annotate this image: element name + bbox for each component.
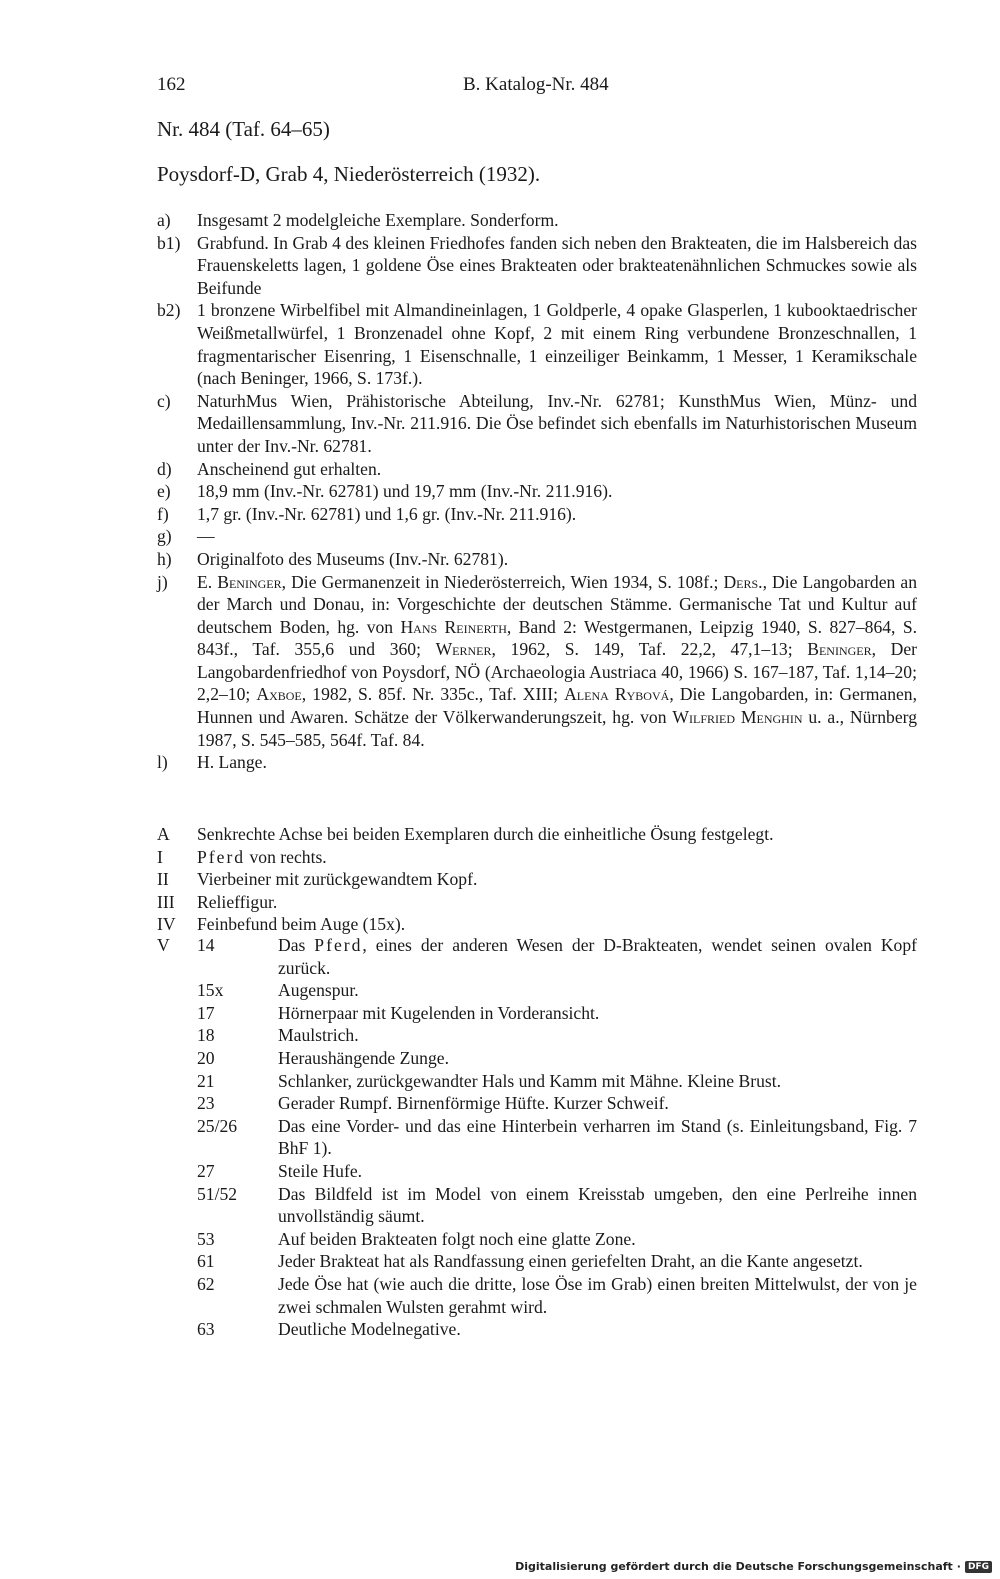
catalog-row <box>157 390 917 458</box>
detail-text <box>278 1070 917 1093</box>
detail-text <box>278 934 917 979</box>
bib-author: Hans Reinerth <box>400 616 507 637</box>
detail-text <box>278 1228 917 1251</box>
detail-rest: Augenspur. <box>278 980 359 1001</box>
catalog-row <box>157 548 917 571</box>
bib-author: Alena Rybová <box>564 684 670 705</box>
detail-number: 27 <box>197 1160 215 1181</box>
catalog-text: — <box>197 526 215 547</box>
detail-pre: Das <box>278 935 315 955</box>
attribute-text: Senkrechte Achse bei beiden Exemplaren durch die einheitliche Ösung festgelegt. <box>197 824 774 844</box>
detail-text <box>278 1183 917 1228</box>
detail-text <box>278 1047 917 1070</box>
detail-rest: Maulstrich. <box>278 1025 359 1046</box>
catalog-text: 18,9 mm (Inv.-Nr. 62781) und 19,7 mm (Inv.-Nr. 211.916). <box>197 481 613 502</box>
catalog-row <box>157 209 917 232</box>
detail-number: 62 <box>197 1273 215 1294</box>
catalog-row <box>157 458 917 481</box>
attribute-row <box>157 868 917 891</box>
bibliography-label: j) <box>157 571 168 592</box>
detail-row <box>197 1047 917 1070</box>
attribute-row <box>157 846 917 869</box>
detail-rest: Steile Hufe. <box>278 1160 363 1181</box>
bib-part: , Die Germanenzeit in Niederösterreich, Wien 1934, S. 108f.; <box>281 571 724 592</box>
spaced-term: Pferd <box>197 846 246 867</box>
catalog-text: 1 bronzene Wirbelfibel mit Almandineinlagen, 1 Goldperle, 4 opake Glasperlen, 1 kubooktaedrischer Weißmetallwürfel, 1 Bronzenadel ohne Kopf, 2 mit einem Ring verbundene Bronzeschnallen, 1 fragmentarischer Eisenring, 1 Eisenschnalle, 1 einzeiliger Beinkamm, 1 Messer, 1 Keramikschale (nach Beninger, 1966, S. 173f.). <box>197 300 917 389</box>
attribute-label: I <box>157 846 163 867</box>
catalog-label: f) <box>157 503 169 524</box>
attributes-section <box>157 823 917 936</box>
details-label: V <box>157 935 170 955</box>
detail-row <box>197 1115 917 1160</box>
catalog-row <box>157 480 917 503</box>
detail-rest: Das eine Vorder- und das eine Hinterbein verharren im Stand (s. Einleitungsband, Fig. 7 BhF 1). <box>278 1115 917 1159</box>
detail-number: 61 <box>197 1251 215 1272</box>
detail-text <box>278 1318 917 1341</box>
detail-row <box>197 1318 917 1341</box>
entry-number: Nr. 484 (Taf. 64–65) <box>157 117 330 141</box>
detail-row <box>197 1273 917 1318</box>
bib-author: Axboe <box>256 684 302 705</box>
detail-row <box>197 1160 917 1183</box>
running-title: B. Katalog-Nr. 484 <box>463 74 609 95</box>
attribute-row <box>157 823 917 846</box>
catalog-text: NaturhMus Wien, Prähistorische Abteilung, Inv.-Nr. 62781; KunsthMus Wien, Münz- und Medaillensammlung, Inv.-Nr. 211.916. Die Öse befindet sich ebenfalls im Naturhistorischen Museum unter der Inv.-Nr. 62781. <box>197 390 917 456</box>
detail-rest: Das Bildfeld ist im Model von einem Kreisstab umgeben, den eine Perlreihe innen unvollständig säumt. <box>278 1183 917 1227</box>
catalog-label: h) <box>157 548 172 569</box>
catalog-row <box>157 232 917 300</box>
detail-number: 63 <box>197 1319 215 1340</box>
catalog-text: Originalfoto des Museums (Inv.-Nr. 62781). <box>197 548 509 569</box>
author-label: l) <box>157 752 168 773</box>
bibliography-row <box>157 571 917 752</box>
catalog-text: Insgesamt 2 modelgleiche Exemplare. Sonderform. <box>197 210 559 230</box>
bib-part: , Die Langobarden an der March und Donau, in: Vorgeschichte der deutschen Stämme. Germanische Tat und Kultur auf deutschem Boden, hg. von <box>197 571 917 637</box>
detail-text <box>278 1092 917 1115</box>
bib-part: , Der Langobardenfriedhof von Poysdorf, NÖ (Archaeologia Austriaca 40, 1966) S. 167–187, Taf. 1,14–20; 2,2–10; <box>197 639 917 705</box>
detail-text <box>278 1002 917 1025</box>
bib-author: Werner <box>435 639 492 660</box>
details-section <box>197 934 917 1341</box>
detail-rest: Deutliche Modelnegative. <box>278 1319 461 1340</box>
catalog-text: Anscheinend gut erhalten. <box>197 458 382 479</box>
detail-number: 17 <box>197 1002 215 1023</box>
detail-rest: Hörnerpaar mit Kugelenden in Vorderansicht. <box>278 1002 600 1023</box>
footer-text: Digitalisierung gefördert durch die Deutsche Forschungsgemeinschaft <box>515 1560 953 1573</box>
detail-text <box>278 1024 917 1047</box>
detail-row <box>197 1250 917 1273</box>
detail-row <box>197 1024 917 1047</box>
detail-row <box>197 934 917 979</box>
catalog-section <box>157 209 917 774</box>
detail-rest: Jeder Brakteat hat als Randfassung einen geriefelten Draht, an die Kante angesetzt. <box>278 1251 863 1272</box>
bib-author: Beninger <box>807 639 872 660</box>
detail-number: 18 <box>197 1025 215 1046</box>
attribute-label: III <box>157 891 175 912</box>
catalog-text: Grabfund. In Grab 4 des kleinen Friedhofes fanden sich neben den Brakteaten, die im Halsbereich das Frauenskeletts lagen, 1 goldene Öse eines Brakteaten oder brakteatenähnlichen Schmuckes sowie als Beifunde <box>197 232 917 298</box>
catalog-row <box>157 299 917 389</box>
detail-row <box>197 1183 917 1228</box>
detail-text <box>278 1160 917 1183</box>
bib-part: , Band 2: Westgermanen, Leipzig 1940, S. 827–864, S. 843f., Taf. 355,6 und 360; <box>197 616 917 660</box>
bib-author: Wilfried Menghin <box>672 707 803 728</box>
detail-number: 20 <box>197 1047 215 1068</box>
bib-part: , 1962, S. 149, Taf. 22,2, 47,1–13; <box>491 639 808 660</box>
detail-number: 53 <box>197 1228 215 1249</box>
bib-part: E. <box>197 571 218 592</box>
attribute-label: IV <box>157 914 176 935</box>
attribute-row <box>157 913 917 936</box>
bib-author: Ders. <box>723 571 763 592</box>
spaced-term: Pferd <box>314 935 363 955</box>
attribute-text <box>197 846 917 869</box>
catalog-label: e) <box>157 481 171 502</box>
detail-rest: Schlanker, zurückgewandter Hals und Kamm mit Mähne. Kleine Brust. <box>278 1070 782 1091</box>
footer-separator: · <box>956 1560 961 1573</box>
detail-row <box>197 979 917 1002</box>
catalog-label: a) <box>157 210 171 230</box>
detail-rest: , eines der anderen Wesen der D-Brakteaten, wendet seinen ovalen Kopf zurück. <box>278 935 917 978</box>
attribute-text: Feinbefund beim Auge (15x). <box>197 914 406 935</box>
detail-number: 51/52 <box>197 1183 238 1204</box>
bibliography-text <box>197 571 917 752</box>
catalog-row <box>157 525 917 548</box>
attribute-label: II <box>157 869 169 890</box>
detail-text <box>278 1115 917 1160</box>
detail-text <box>278 1273 917 1318</box>
bib-part: , 1982, S. 85f. Nr. 335c., Taf. XIII; <box>301 684 565 705</box>
page-number: 162 <box>157 74 186 95</box>
detail-number: 21 <box>197 1070 215 1091</box>
attribute-rest: von rechts. <box>245 846 327 867</box>
attribute-label: A <box>157 824 170 844</box>
catalog-label: b1) <box>157 232 181 253</box>
attribute-text: Relieffigur. <box>197 891 278 912</box>
detail-row <box>197 1002 917 1025</box>
catalog-label: c) <box>157 390 171 411</box>
author-text: H. Lange. <box>197 752 267 773</box>
detail-rest: Auf beiden Brakteaten folgt noch eine glatte Zone. <box>278 1228 636 1249</box>
catalog-label: d) <box>157 458 172 479</box>
bib-part: u. a., Nürnberg 1987, S. 545–585, 564f. Taf. 84. <box>197 707 917 750</box>
catalog-row <box>157 503 917 526</box>
detail-rest: Gerader Rumpf. Birnenförmige Hüfte. Kurzer Schweif. <box>278 1093 669 1114</box>
detail-rest: Heraushängende Zunge. <box>278 1047 449 1068</box>
detail-row <box>197 1228 917 1251</box>
bib-author: Beninger <box>217 571 282 592</box>
detail-number: 14 <box>197 935 215 955</box>
catalog-label: g) <box>157 526 172 547</box>
attribute-row <box>157 891 917 914</box>
entry-site: Poysdorf-D, Grab 4, Niederösterreich (1932). <box>157 162 541 186</box>
detail-row <box>197 1070 917 1093</box>
detail-number: 25/26 <box>197 1115 238 1136</box>
detail-number: 23 <box>197 1093 215 1114</box>
bib-part: , Die Langobarden, in: Germanen, Hunnen und Awaren. Schätze der Völkerwanderungszeit, hg. von <box>197 684 918 728</box>
attribute-text: Vierbeiner mit zurückgewandtem Kopf. <box>197 869 478 890</box>
footer <box>515 1560 992 1573</box>
detail-number: 15x <box>197 980 224 1001</box>
author-row <box>157 751 917 774</box>
detail-rest: Jede Öse hat (wie auch die dritte, lose Öse im Grab) einen breiten Mittelwulst, der von je zwei schmalen Wulsten gerahmt wird. <box>278 1273 917 1317</box>
detail-row <box>197 1092 917 1115</box>
dfg-logo: DFG <box>965 1561 992 1573</box>
detail-text <box>278 1250 917 1273</box>
catalog-text: 1,7 gr. (Inv.-Nr. 62781) und 1,6 gr. (Inv.-Nr. 211.916). <box>197 503 577 524</box>
catalog-label: b2) <box>157 300 181 321</box>
detail-text <box>278 979 917 1002</box>
